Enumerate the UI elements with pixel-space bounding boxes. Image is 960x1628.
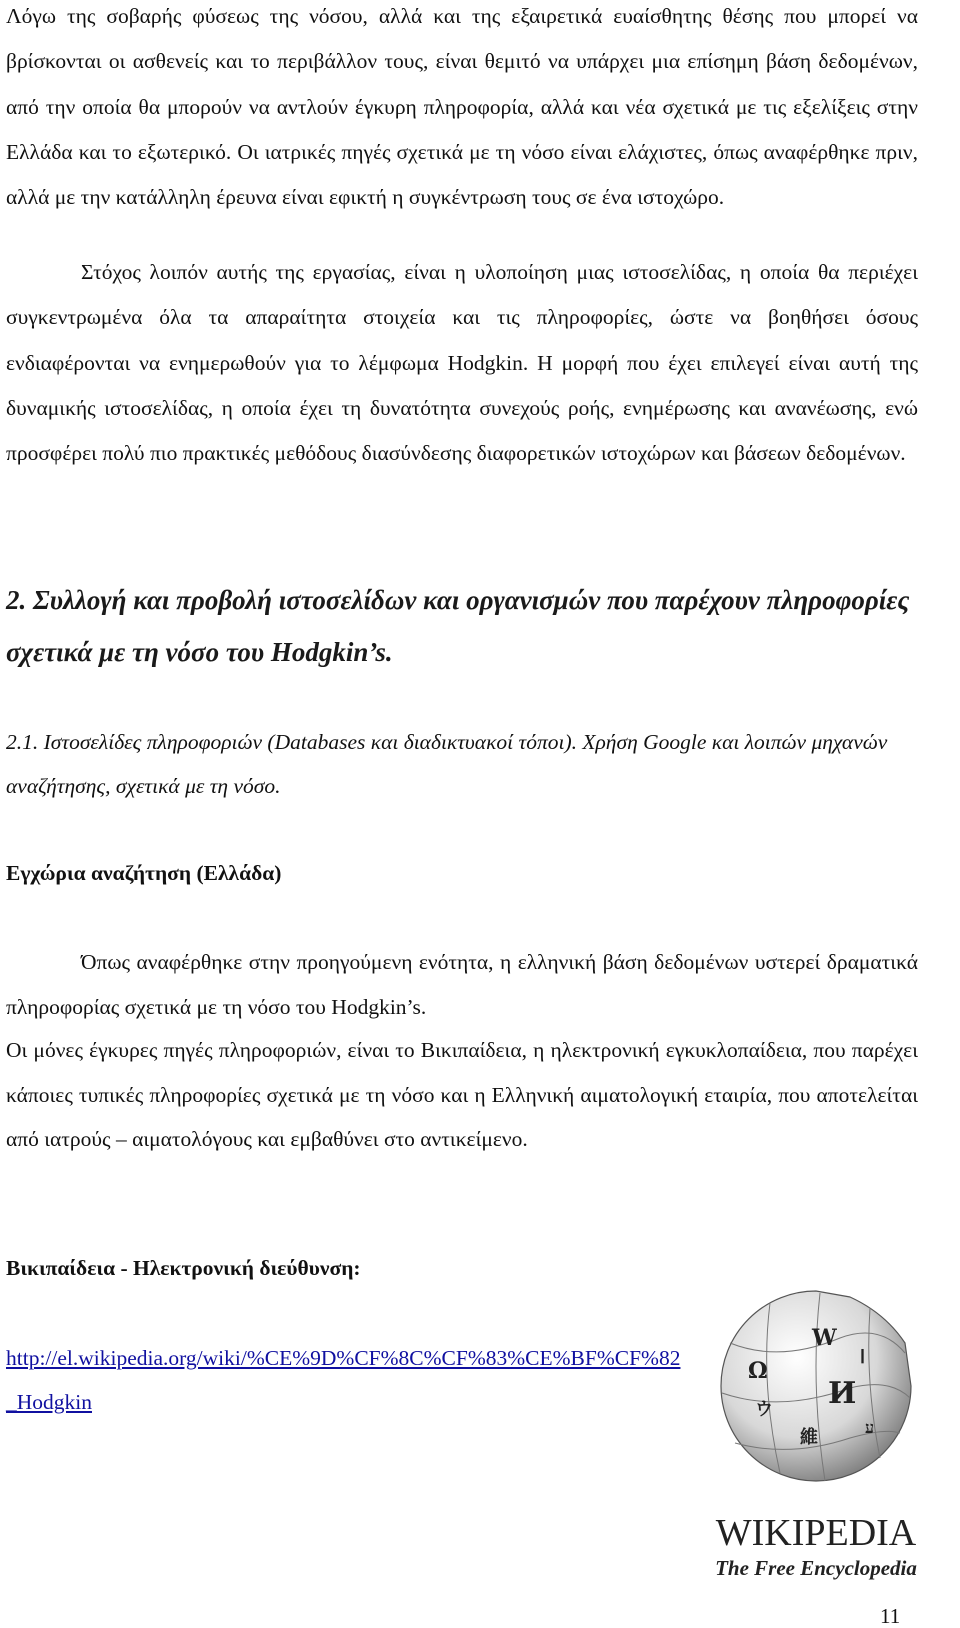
svg-text:ا: ا bbox=[860, 1347, 866, 1368]
svg-text:ע: ע bbox=[865, 1418, 875, 1437]
svg-text:Ω: Ω bbox=[748, 1358, 768, 1384]
section-2-1-heading: 2.1. Ιστοσελίδες πληροφοριών (Databases και διαδικτυακοί τόποι). Χρήση Google και λοιπών μηχανών αναζήτησης, σχετικά με τη νόσο. bbox=[6, 730, 888, 798]
wikipedia-logo-title: WIKIPEDIA bbox=[715, 1512, 917, 1554]
page-number: 11 bbox=[880, 1604, 901, 1628]
svg-text:維: 維 bbox=[800, 1427, 818, 1448]
wikipedia-label: Βικιπαίδεια - Ηλεκτρονική διεύθυνση: bbox=[6, 1256, 361, 1280]
section-2-heading: 2. Συλλογή και προβολή ιστοσελίδων και οργανισμών που παρέχουν πληροφορίες σχετικά με τη νόσο του Hodgkin’s. bbox=[6, 585, 910, 667]
intro-paragraph-1: Λόγω της σοβαρής φύσεως της νόσου, αλλά και της εξαιρετικά ευαίσθητης θέσης που μπορεί να βρίσκονται οι ασθενείς και το περιβάλλον τους, είναι θεμιτό να υπάρχει μια επίσημη βάση δεδομένων, από την οποία θα μπορούν να αντλούν έγκυρη πληροφορία, αλλά και νέα σχετικά με τις εξελίξεις στην Ελλάδα και το εξωτερικό. Οι ιατρικές πηγές σχετικά με τη νόσο είναι ελάχιστες, όπως αναφέρθηκε πριν, αλλά με την κατάλληλη έρευνα είναι εφικτή η συγκέντρωση τους σε ένα ιστοχώρο. bbox=[6, 4, 918, 210]
svg-text:W: W bbox=[812, 1325, 837, 1351]
local-search-paragraph-1: Όπως αναφέρθηκε στην προηγούμενη ενότητα, η ελληνική βάση δεδομένων υστερεί δραματικά πληροφορίας σχετικά με τη νόσο του Hodgkin’s. bbox=[6, 950, 918, 1019]
wikipedia-logo-subtitle: The Free Encyclopedia bbox=[715, 1556, 917, 1580]
svg-text:И: И bbox=[828, 1376, 857, 1411]
wikipedia-logo bbox=[700, 1283, 932, 1581]
local-search-label: Εγχώρια αναζήτηση (Ελλάδα) bbox=[6, 861, 282, 885]
wikipedia-link[interactable]: http://el.wikipedia.org/wiki/%CE%9D%CF%8C%CF%83%CE%BF%CF%82_Hodgkin bbox=[6, 1346, 681, 1414]
intro-paragraph-2: Στόχος λοιπόν αυτής της εργασίας, είναι η υλοποίηση μιας ιστοσελίδας, η οποία θα περιέχει συγκεντρωμένα όλα τα απαραίτητα στοιχεία και τις πληροφορίες, ώστε να βοηθήσει όσους ενδιαφέρονται να ενημερωθούν για το λέμφωμα Hodgkin. Η μορφή που έχει επιλεγεί είναι αυτή της δυναμικής ιστοσελίδας, η οποία έχει τη δυνατότητα συνεχούς ροής, ενημέρωσης και ανανέωσης, ενώ προσφέρει πολύ πιο πρακτικές μεθόδους διασύνδεσης διαφορετικών ιστοχώρων και βάσεων δεδομένων. bbox=[6, 260, 918, 466]
svg-text:ウ: ウ bbox=[755, 1399, 773, 1420]
local-search-paragraph-2: Οι μόνες έγκυρες πηγές πληροφοριών, είναι το Βικιπαίδεια, η ηλεκτρονική εγκυκλοπαίδεια, που παρέχει κάποιες τυπικές πληροφορίες σχετικά με τη νόσο και η Ελληνική αιματολογική εταιρία, που αποτελείται από ιατρούς – αιματολόγους και εμβαθύνει στο αντικείμενο. bbox=[6, 1038, 918, 1151]
